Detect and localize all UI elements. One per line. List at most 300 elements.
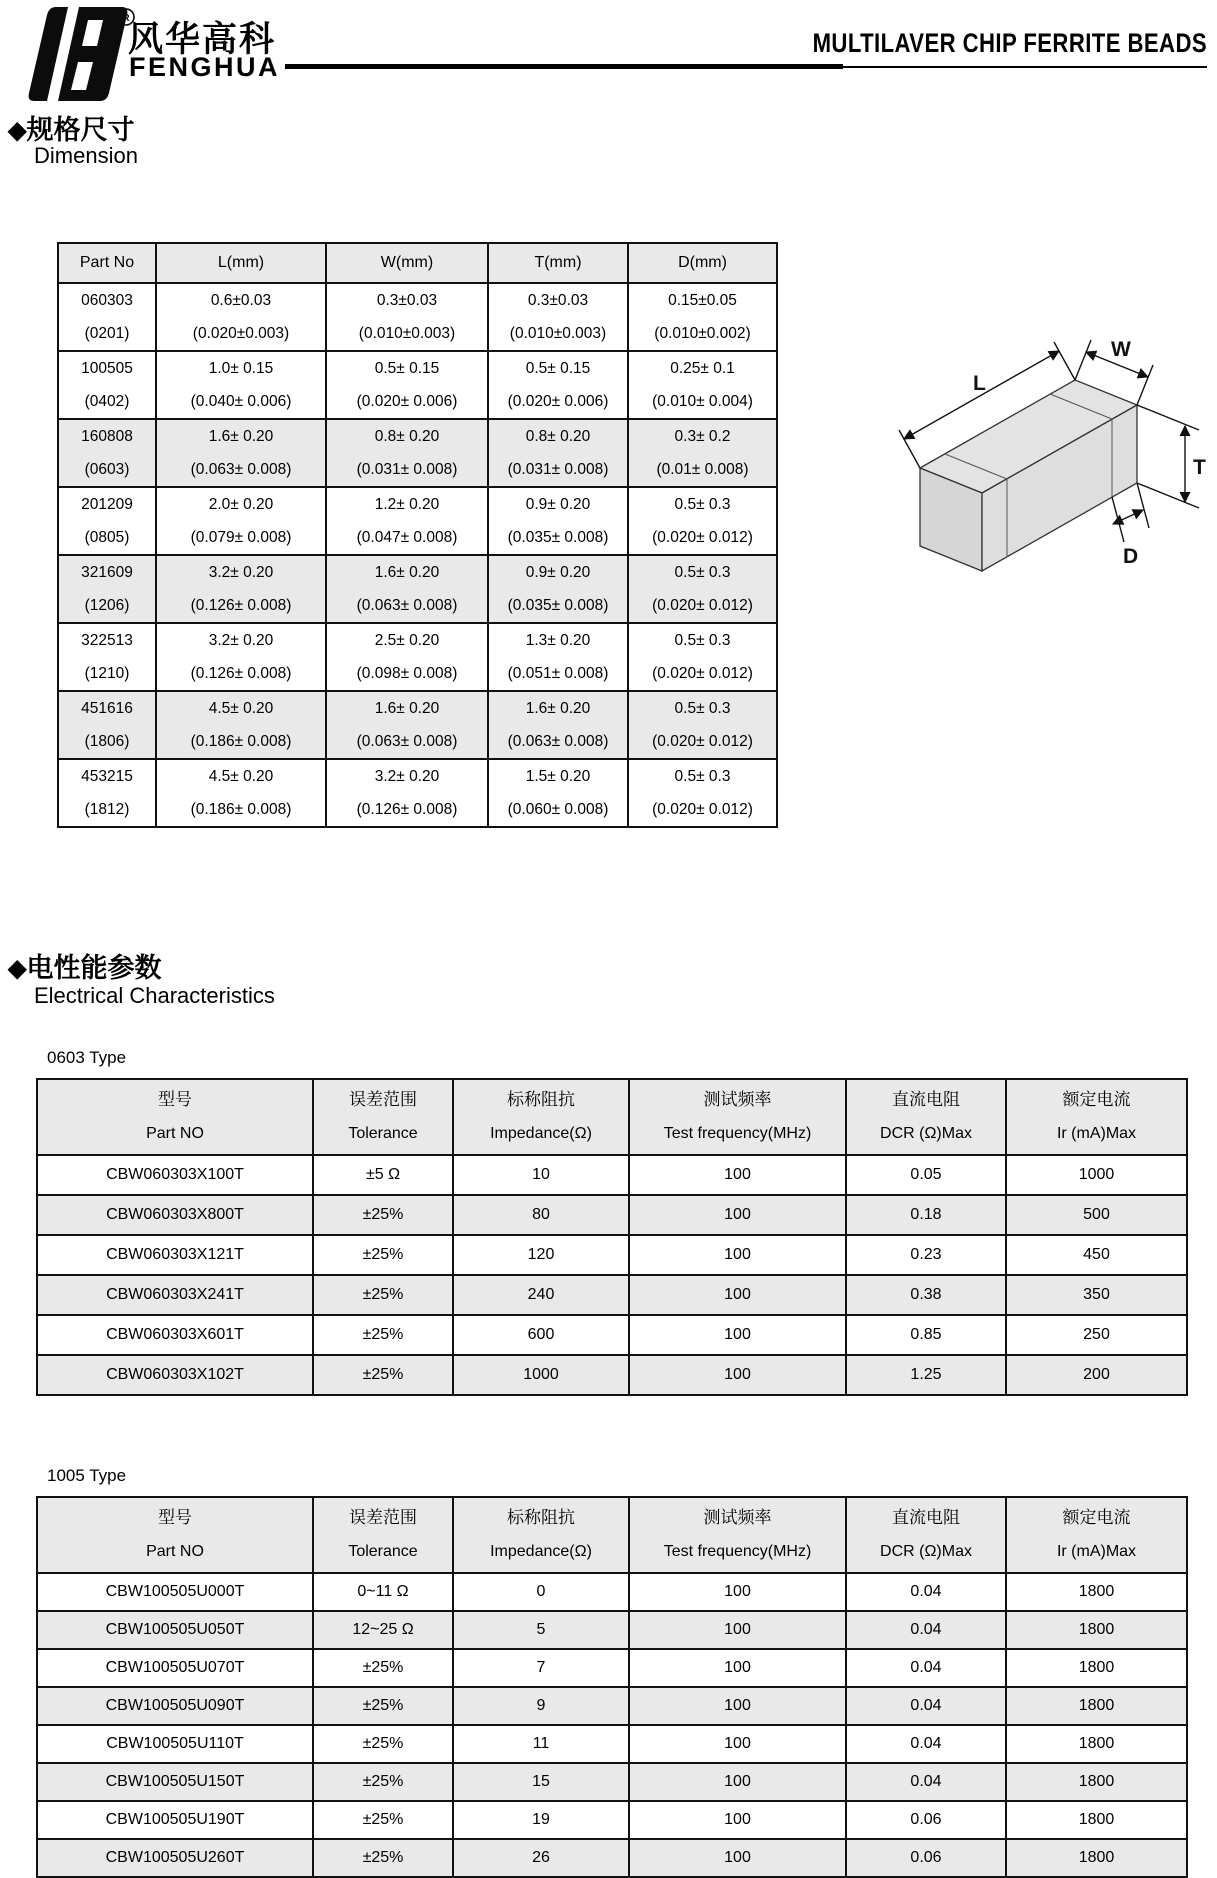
table-cell (326, 623, 488, 691)
column-header (846, 1079, 1006, 1155)
table-cell: 0.06 (846, 1801, 1006, 1839)
table-row (58, 555, 777, 623)
table-cell: 0.04 (846, 1611, 1006, 1649)
table-cell (326, 555, 488, 623)
table-cell (58, 691, 156, 759)
cell-value-mm: 1.6± 0.20 (525, 700, 591, 717)
table-cell: ±25% (313, 1275, 453, 1315)
column-header-cn: 测试频率 (703, 1508, 772, 1527)
column-header-cn: 直流电阻 (892, 1090, 960, 1109)
table-cell: CBW100505U050T (37, 1611, 313, 1649)
table-cell: 11 (453, 1725, 629, 1763)
table-row (37, 1725, 1187, 1763)
table-cell (156, 351, 326, 419)
electrical-section-heading (8, 946, 161, 985)
table-row (37, 1195, 1187, 1235)
cell-value-mm: 0.3±0.03 (527, 292, 589, 309)
table-header-row (58, 243, 777, 283)
table-cell (628, 283, 777, 351)
table-cell: 200 (1006, 1355, 1187, 1395)
column-header-en: DCR (Ω)Max (880, 1543, 972, 1560)
column-header (453, 1079, 629, 1155)
column-header-en: Part NO (146, 1125, 204, 1142)
dimension-heading-cn: 规格尺寸 (26, 115, 135, 145)
table-cell (156, 759, 326, 827)
dimension-table-head (58, 243, 777, 283)
column-header-en: Tolerance (348, 1125, 418, 1142)
table-cell: 100 (629, 1687, 846, 1725)
table-cell: 1000 (1006, 1155, 1187, 1195)
dimension-label-T: T (1193, 456, 1206, 479)
column-header: T(mm) (488, 243, 628, 283)
table-cell: 1800 (1006, 1763, 1187, 1801)
table-cell (326, 487, 488, 555)
column-header-cn: 误差范围 (349, 1090, 417, 1109)
table-cell: ±25% (313, 1195, 453, 1235)
table-cell: 100 (629, 1725, 846, 1763)
column-header (313, 1497, 453, 1573)
cell-value-mm: 1.6± 0.20 (374, 564, 440, 581)
header-rule-thin (840, 66, 1207, 68)
cell-value-mm: 0.6±0.03 (210, 292, 272, 309)
table-row (58, 487, 777, 555)
chip-body (920, 380, 1137, 571)
cell-value-mm: 160808 (81, 428, 133, 445)
column-header-en: Part NO (146, 1543, 204, 1560)
table-row (37, 1315, 1187, 1355)
table-cell: ±5 Ω (313, 1155, 453, 1195)
table-cell (628, 419, 777, 487)
table-cell: 120 (453, 1235, 629, 1275)
column-header (37, 1497, 313, 1573)
cell-value-inch: (0.098± 0.008) (356, 665, 458, 682)
table-row (37, 1839, 1187, 1877)
table-cell: 100 (629, 1611, 846, 1649)
cell-value-mm: 3.2± 0.20 (208, 632, 274, 649)
cell-value-inch: (0603) (84, 461, 130, 478)
table-cell (628, 759, 777, 827)
cell-value-inch: (0.010±0.003) (509, 325, 607, 342)
table-row (37, 1235, 1187, 1275)
table-cell: ±25% (313, 1235, 453, 1275)
table-cell (156, 283, 326, 351)
electrical-heading-cn: 电性能参数 (26, 953, 162, 983)
cell-value-inch: (0.063± 0.008) (507, 733, 609, 750)
elec-table-0603 (36, 1078, 1188, 1396)
cell-value-mm: 100505 (81, 360, 133, 377)
table-cell: 100 (629, 1315, 846, 1355)
cell-value-inch: (0.020± 0.012) (652, 733, 753, 750)
table-row (58, 283, 777, 351)
table-cell (488, 419, 628, 487)
cell-value-mm: 1.0± 0.15 (208, 360, 274, 377)
elec-table-1005 (36, 1496, 1188, 1878)
table-row (58, 419, 777, 487)
table-header-row (37, 1079, 1187, 1155)
cell-value-inch: (0.126± 0.008) (190, 665, 292, 682)
logo-english-name: FENGHUA (129, 52, 280, 82)
page-title: MULTILAVER CHIP FERRITE BEADS (812, 28, 1207, 58)
table-cell: CBW060303X102T (37, 1355, 313, 1395)
column-header-cn: 测试频率 (703, 1090, 772, 1109)
table-cell: CBW100505U150T (37, 1763, 313, 1801)
table-cell: 100 (629, 1155, 846, 1195)
table-cell: CBW100505U190T (37, 1801, 313, 1839)
table-cell (156, 623, 326, 691)
table-cell: CBW100505U000T (37, 1573, 313, 1611)
table-cell: 0.23 (846, 1235, 1006, 1275)
fenghua-logo-icon (16, 4, 138, 104)
table-cell (58, 623, 156, 691)
table-cell: ±25% (313, 1355, 453, 1395)
cell-value-mm: 201209 (81, 496, 133, 513)
column-header-cn: 标称阻抗 (507, 1090, 575, 1109)
table-cell: 0.04 (846, 1725, 1006, 1763)
cell-value-inch: (0.051± 0.008) (507, 665, 609, 682)
cell-value-mm: 0.8± 0.20 (374, 428, 440, 445)
table-cell (488, 351, 628, 419)
table-cell (628, 555, 777, 623)
table-cell: ±25% (313, 1687, 453, 1725)
cell-value-mm: 322513 (81, 632, 133, 649)
dimension-section-heading (8, 108, 134, 147)
column-header: D(mm) (628, 243, 777, 283)
cell-value-mm: 0.5± 0.3 (674, 564, 731, 581)
table-cell: 1800 (1006, 1801, 1187, 1839)
table-cell: 10 (453, 1155, 629, 1195)
dimension-label-D: D (1123, 545, 1139, 568)
table-cell: 9 (453, 1687, 629, 1725)
cell-value-mm: 0.5± 0.3 (674, 632, 731, 649)
table-cell: 350 (1006, 1275, 1187, 1315)
cell-value-inch: (0.126± 0.008) (356, 801, 458, 818)
table-cell: 1800 (1006, 1649, 1187, 1687)
table-cell (326, 351, 488, 419)
dimension-label-L: L (973, 372, 986, 395)
table-cell: 0.04 (846, 1649, 1006, 1687)
table-row (37, 1687, 1187, 1725)
cell-value-mm: 0.3±0.03 (376, 292, 438, 309)
table-cell: 0.05 (846, 1155, 1006, 1195)
table-row (37, 1275, 1187, 1315)
table-cell: ±25% (313, 1649, 453, 1687)
cell-value-inch: (0805) (84, 529, 130, 546)
diamond-bullet-icon: ◆ (8, 955, 27, 982)
column-header-cn: 额定电流 (1062, 1090, 1131, 1109)
cell-value-mm: 4.5± 0.20 (208, 768, 274, 785)
diamond-bullet-icon: ◆ (8, 117, 27, 144)
table-row (37, 1355, 1187, 1395)
table-cell: ±25% (313, 1801, 453, 1839)
table-row (58, 691, 777, 759)
cell-value-mm: 321609 (81, 564, 133, 581)
table-row (58, 623, 777, 691)
table-row (37, 1573, 1187, 1611)
elec-table-1005-body (37, 1573, 1187, 1877)
table-cell: ±25% (313, 1725, 453, 1763)
table-cell (58, 555, 156, 623)
column-header-en: Ir (mA)Max (1056, 1543, 1137, 1560)
table-cell: 1000 (453, 1355, 629, 1395)
cell-value-inch: (0201) (84, 325, 130, 342)
table-row (58, 759, 777, 827)
table-cell (156, 419, 326, 487)
table-cell: ±25% (313, 1315, 453, 1355)
table-cell (488, 283, 628, 351)
header-rule-thick (285, 64, 843, 69)
table-cell: CBW060303X241T (37, 1275, 313, 1315)
cell-value-mm: 0.9± 0.20 (525, 564, 591, 581)
cell-value-inch: (0.047± 0.008) (356, 529, 458, 546)
column-header (846, 1497, 1006, 1573)
table-cell (488, 487, 628, 555)
table-cell: 1800 (1006, 1687, 1187, 1725)
cell-value-mm: 453215 (81, 768, 133, 785)
table-cell: 0.18 (846, 1195, 1006, 1235)
column-header (1006, 1079, 1187, 1155)
table-cell: 240 (453, 1275, 629, 1315)
table-cell (326, 283, 488, 351)
column-header-en: Test frequency(MHz) (663, 1125, 812, 1142)
cell-value-inch: (0402) (84, 393, 130, 410)
cell-value-inch: (0.063± 0.008) (190, 461, 292, 478)
column-header: Part No (58, 243, 156, 283)
cell-value-mm: 0.25± 0.1 (670, 360, 735, 377)
table-cell (488, 555, 628, 623)
table-cell: 100 (629, 1649, 846, 1687)
chip-dimension-diagram (885, 318, 1215, 578)
cell-value-inch: (0.020± 0.012) (652, 665, 753, 682)
table-cell: CBW100505U110T (37, 1725, 313, 1763)
cell-value-mm: 0.15±0.05 (668, 292, 737, 309)
table-cell: 19 (453, 1801, 629, 1839)
table-cell: CBW060303X800T (37, 1195, 313, 1235)
cell-value-inch: (0.035± 0.008) (507, 597, 609, 614)
cell-value-mm: 1.2± 0.20 (374, 496, 440, 513)
dimension-table (57, 242, 778, 828)
cell-value-mm: 0.8± 0.20 (525, 428, 591, 445)
cell-value-mm: 0.3± 0.2 (674, 428, 731, 445)
cell-value-inch: (0.031± 0.008) (356, 461, 458, 478)
table-cell (156, 487, 326, 555)
table-cell: 1800 (1006, 1839, 1187, 1877)
cell-value-mm: 1.6± 0.20 (208, 428, 274, 445)
cell-value-inch: (0.060± 0.008) (507, 801, 609, 818)
table-cell: 0.04 (846, 1763, 1006, 1801)
column-header-en: Impedance(Ω) (490, 1543, 592, 1560)
cell-value-mm: 0.9± 0.20 (525, 496, 591, 513)
column-header: W(mm) (326, 243, 488, 283)
cell-value-inch: (0.186± 0.008) (190, 733, 292, 750)
cell-value-mm: 4.5± 0.20 (208, 700, 274, 717)
cell-value-inch: (0.020± 0.012) (652, 597, 753, 614)
table-row (37, 1649, 1187, 1687)
cell-value-mm: 0.5± 0.3 (674, 700, 731, 717)
dimension-arrow-T (1137, 405, 1199, 508)
table-cell: 100 (629, 1235, 846, 1275)
table-cell: 100 (629, 1195, 846, 1235)
cell-value-inch: (0.063± 0.008) (356, 733, 458, 750)
column-header-en: Tolerance (348, 1543, 418, 1560)
table-cell (488, 691, 628, 759)
cell-value-mm: 060303 (81, 292, 133, 309)
column-header (313, 1079, 453, 1155)
table-cell: CBW100505U090T (37, 1687, 313, 1725)
table-cell (326, 759, 488, 827)
cell-value-inch: (0.010± 0.004) (652, 393, 753, 410)
table-cell: 100 (629, 1801, 846, 1839)
cell-value-inch: (0.020± 0.012) (652, 529, 753, 546)
cell-value-mm: 1.3± 0.20 (525, 632, 591, 649)
table-cell: 250 (1006, 1315, 1187, 1355)
dimension-table-body (58, 283, 777, 827)
cell-value-mm: 451616 (81, 700, 133, 717)
cell-value-inch: (0.010±0.002) (654, 325, 751, 342)
table-row (37, 1801, 1187, 1839)
table-cell: 450 (1006, 1235, 1187, 1275)
cell-value-mm: 2.0± 0.20 (208, 496, 274, 513)
type-label-0603: 0603 Type (47, 1048, 127, 1067)
table-row (37, 1763, 1187, 1801)
table-cell (628, 351, 777, 419)
table-cell: 12~25 Ω (313, 1611, 453, 1649)
cell-value-inch: (0.01± 0.008) (656, 461, 749, 478)
cell-value-inch: (0.079± 0.008) (190, 529, 292, 546)
cell-value-inch: (0.126± 0.008) (190, 597, 292, 614)
table-cell: 7 (453, 1649, 629, 1687)
elec-table-0603-head (37, 1079, 1187, 1155)
column-header (629, 1079, 846, 1155)
table-cell (326, 419, 488, 487)
column-header-cn: 直流电阻 (892, 1508, 960, 1527)
table-cell: 1.25 (846, 1355, 1006, 1395)
table-cell: 1800 (1006, 1725, 1187, 1763)
table-row (37, 1611, 1187, 1649)
column-header-en: Ir (mA)Max (1056, 1125, 1137, 1142)
table-row (58, 351, 777, 419)
cell-value-inch: (0.031± 0.008) (507, 461, 609, 478)
cell-value-mm: 1.6± 0.20 (374, 700, 440, 717)
table-cell: 600 (453, 1315, 629, 1355)
table-cell (488, 623, 628, 691)
cell-value-mm: 3.2± 0.20 (374, 768, 440, 785)
table-cell (58, 419, 156, 487)
table-cell: 0 (453, 1573, 629, 1611)
table-header-row (37, 1497, 1187, 1573)
column-header-cn: 额定电流 (1062, 1508, 1131, 1527)
cell-value-inch: (1806) (84, 733, 130, 750)
table-cell: ±25% (313, 1763, 453, 1801)
cell-value-inch: (0.020±0.003) (192, 325, 290, 342)
cell-value-inch: (0.035± 0.008) (507, 529, 609, 546)
table-cell: 100 (629, 1275, 846, 1315)
cell-value-inch: (0.020± 0.012) (652, 801, 753, 818)
table-cell: 1800 (1006, 1573, 1187, 1611)
cell-value-inch: (0.010±0.003) (358, 325, 456, 342)
table-cell: 15 (453, 1763, 629, 1801)
column-header (37, 1079, 313, 1155)
column-header-en: Impedance(Ω) (490, 1125, 592, 1142)
cell-value-inch: (1210) (84, 665, 130, 682)
table-cell: CBW060303X100T (37, 1155, 313, 1195)
table-cell (326, 691, 488, 759)
table-cell: 0.06 (846, 1839, 1006, 1877)
table-cell (628, 487, 777, 555)
table-cell: 0~11 Ω (313, 1573, 453, 1611)
cell-value-inch: (0.020± 0.006) (507, 393, 609, 410)
dimension-label-W: W (1111, 338, 1131, 361)
column-header-en: DCR (Ω)Max (880, 1125, 972, 1142)
type-label-1005: 1005 Type (47, 1466, 127, 1485)
table-cell (156, 555, 326, 623)
column-header-cn: 型号 (158, 1508, 192, 1527)
column-header (1006, 1497, 1187, 1573)
cell-value-inch: (0.040± 0.006) (190, 393, 292, 410)
table-cell (628, 691, 777, 759)
column-header-cn: 误差范围 (349, 1508, 417, 1527)
cell-value-inch: (0.063± 0.008) (356, 597, 458, 614)
table-cell: ±25% (313, 1839, 453, 1877)
table-cell: 5 (453, 1611, 629, 1649)
table-cell (58, 487, 156, 555)
cell-value-inch: (1812) (84, 801, 130, 818)
column-header-cn: 标称阻抗 (507, 1508, 575, 1527)
table-cell: 26 (453, 1839, 629, 1877)
table-cell: 0.04 (846, 1573, 1006, 1611)
electrical-heading-en: Electrical Characteristics (34, 983, 275, 1008)
table-cell: CBW060303X121T (37, 1235, 313, 1275)
table-cell (628, 623, 777, 691)
elec-table-1005-head (37, 1497, 1187, 1573)
table-cell (488, 759, 628, 827)
dimension-heading-en: Dimension (34, 143, 138, 168)
table-cell: 1800 (1006, 1611, 1187, 1649)
table-row (37, 1155, 1187, 1195)
column-header (629, 1497, 846, 1573)
column-header-en: Test frequency(MHz) (663, 1543, 812, 1560)
table-cell: CBW100505U260T (37, 1839, 313, 1877)
cell-value-inch: (0.020± 0.006) (356, 393, 458, 410)
cell-value-mm: 0.5± 0.3 (674, 496, 731, 513)
table-cell: CBW060303X601T (37, 1315, 313, 1355)
table-cell (156, 691, 326, 759)
table-cell: 0.85 (846, 1315, 1006, 1355)
cell-value-mm: 0.5± 0.3 (674, 768, 731, 785)
table-cell: 0.38 (846, 1275, 1006, 1315)
column-header-cn: 型号 (158, 1090, 192, 1109)
registered-trademark-letter: R (122, 13, 130, 24)
table-cell: 500 (1006, 1195, 1187, 1235)
column-header (453, 1497, 629, 1573)
logo-chinese-name: 风华高科 (128, 20, 277, 59)
elec-table-0603-body (37, 1155, 1187, 1395)
cell-value-mm: 1.5± 0.20 (525, 768, 591, 785)
table-cell (58, 351, 156, 419)
table-cell (58, 759, 156, 827)
table-cell: CBW100505U070T (37, 1649, 313, 1687)
table-cell: 80 (453, 1195, 629, 1235)
cell-value-inch: (0.186± 0.008) (190, 801, 292, 818)
cell-value-mm: 0.5± 0.15 (525, 360, 591, 377)
table-cell: 100 (629, 1763, 846, 1801)
table-cell: 100 (629, 1355, 846, 1395)
column-header: L(mm) (156, 243, 326, 283)
table-cell: 100 (629, 1839, 846, 1877)
table-cell: 100 (629, 1573, 846, 1611)
cell-value-inch: (1206) (84, 597, 130, 614)
cell-value-mm: 2.5± 0.20 (374, 632, 440, 649)
table-cell (58, 283, 156, 351)
